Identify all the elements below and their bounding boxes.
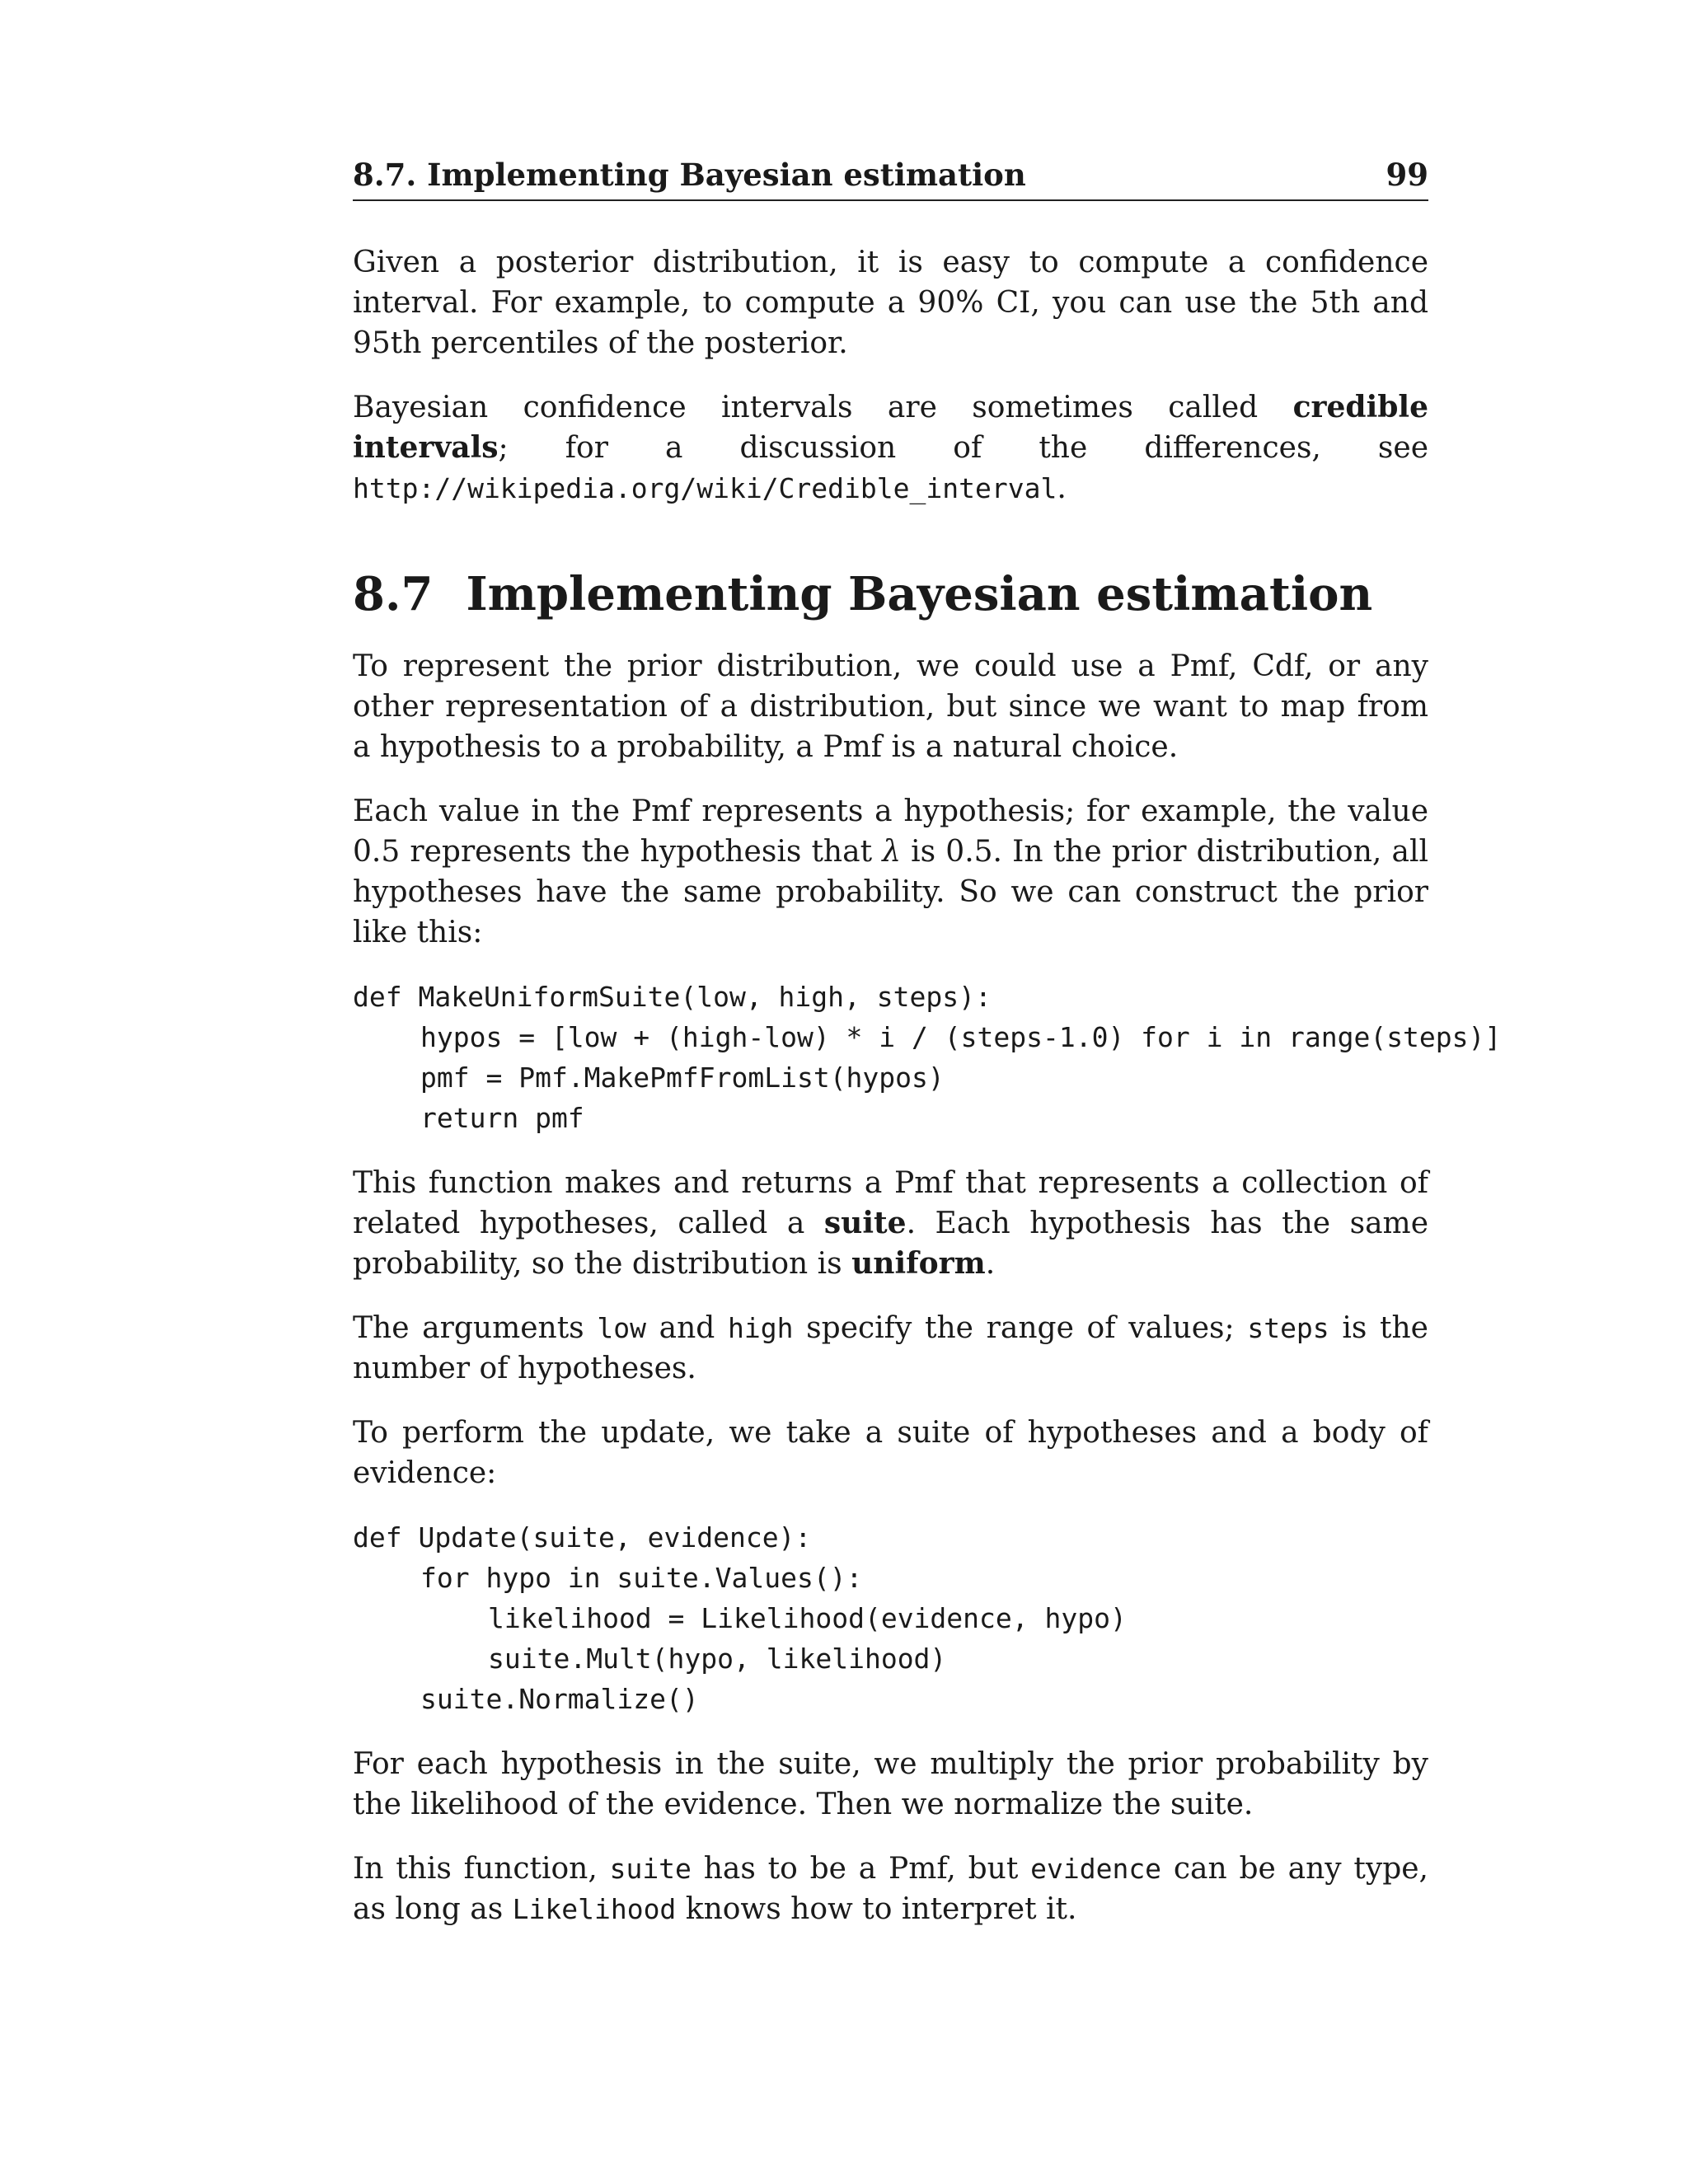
section-title: Implementing Bayesian estimation — [466, 567, 1373, 621]
code-line: hypos = [low + (high-low) * i / (steps-1.0) for i in range(steps)] — [420, 1021, 1502, 1053]
code-low: low — [597, 1312, 646, 1344]
term-suite: suite — [823, 1206, 907, 1240]
paragraph-suite-definition — [353, 1163, 1428, 1284]
code-steps: steps — [1247, 1312, 1329, 1344]
text: Each value in the Pmf represents a hypothesis; for example, the value 0.5 represents the hypothesis that — [353, 794, 1428, 869]
code-evidence: evidence — [1030, 1853, 1162, 1885]
paragraph-update-explanation: For each hypothesis in the suite, we multiply the prior probability by the likelihood of the evidence. Then we normalize the suite. — [353, 1747, 1428, 1821]
paragraph-hypothesis-values — [353, 791, 1428, 953]
code-line: return pmf — [420, 1102, 584, 1134]
term-credible-intervals: credible intervals — [353, 390, 1428, 465]
text: The arguments — [353, 1311, 598, 1345]
text: Bayesian confidence intervals are sometimes called — [353, 391, 1293, 424]
text: . — [985, 1247, 996, 1281]
paragraph-update-intro: To perform the update, we take a suite of hypotheses and a body of evidence: — [353, 1416, 1428, 1490]
text: is the number of hypotheses. — [353, 1311, 1428, 1385]
code-line: def MakeUniformSuite(low, high, steps): — [353, 981, 992, 1013]
code-block-make-uniform-suite — [353, 977, 1502, 1138]
text: and — [645, 1311, 729, 1345]
code-line: likelihood = Likelihood(evidence, hypo) — [488, 1602, 1127, 1634]
text: is 0.5. In the prior distribution, all hypotheses have the same probability. So we can construct the prior like this: — [353, 835, 1428, 949]
lambda-symbol: λ — [882, 835, 902, 869]
code-block-update — [353, 1517, 1428, 1719]
body-text — [353, 242, 1502, 1929]
paragraph-arguments — [353, 1308, 1428, 1389]
text: ; for a discussion of the differences, see — [498, 431, 1428, 465]
text: . — [1057, 471, 1067, 505]
code-line: suite.Mult(hypo, likelihood) — [488, 1643, 947, 1675]
code-suite: suite — [609, 1853, 692, 1885]
code-line: pmf = Pmf.MakePmfFromList(hypos) — [420, 1062, 945, 1094]
page — [353, 157, 1502, 1953]
running-head-title: 8.7. Implementing Bayesian estimation — [353, 157, 1026, 193]
text: This function makes and returns a Pmf that represents a collection of related hypotheses, called a — [353, 1166, 1428, 1240]
page-number: 99 — [1386, 157, 1428, 193]
text: In this function, — [353, 1852, 610, 1886]
paragraph-suite-evidence-types — [353, 1849, 1428, 1929]
text: has to be a Pmf, but — [691, 1852, 1031, 1886]
text: specify the range of values; — [793, 1311, 1248, 1345]
section-heading — [353, 567, 1428, 621]
term-uniform: uniform — [851, 1246, 986, 1281]
wikipedia-link[interactable]: http://wikipedia.org/wiki/Credible_interval — [353, 472, 1057, 504]
text: can be any type, as long as — [353, 1852, 1428, 1926]
paragraph-posterior-ci: Given a posterior distribution, it is easy to compute a confidence interval. For example, to compute a 90% CI, you can use the 5th and 95th percentiles of the posterior. — [353, 246, 1428, 360]
text: knows how to interpret it. — [676, 1892, 1077, 1926]
code-likelihood: Likelihood — [512, 1893, 677, 1925]
running-head — [353, 157, 1428, 201]
section-number: 8.7 — [353, 567, 434, 621]
paragraph-credible-intervals — [353, 387, 1428, 509]
code-high: high — [728, 1312, 794, 1344]
code-line: def Update(suite, evidence): — [353, 1521, 812, 1554]
code-line: for hypo in suite.Values(): — [420, 1562, 863, 1594]
paragraph-prior-representation: To represent the prior distribution, we could use a Pmf, Cdf, or any other representation of a distribution, but since we want to map from a hypothesis to a probability, a Pmf is a natural choice. — [353, 649, 1428, 764]
text: . Each hypothesis has the same probability, so the distribution is — [353, 1207, 1428, 1281]
code-line: suite.Normalize() — [420, 1683, 699, 1715]
